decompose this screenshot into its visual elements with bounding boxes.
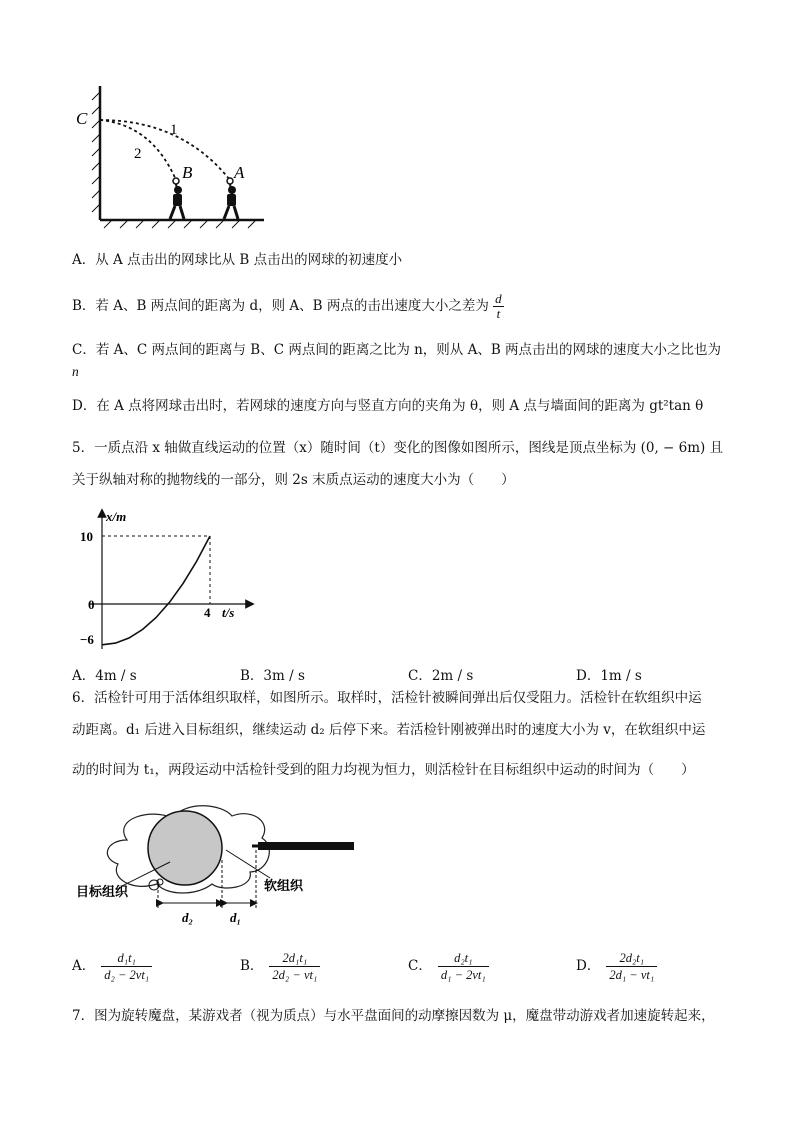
- q4-option-c-cont: n: [72, 364, 79, 379]
- q5-option-a[interactable]: A．4m / s: [72, 668, 137, 684]
- target-tissue: [148, 811, 222, 885]
- y-tick-0: 0: [88, 597, 95, 612]
- player-a: [224, 184, 238, 219]
- label-target-tissue: 目标组织: [76, 884, 129, 899]
- q5-option-c[interactable]: C．2m / s: [408, 668, 474, 684]
- trajectory-1: [100, 120, 230, 180]
- q6-stem-line1: 6．活检针可用于活体组织取样，如图所示。取样时，活检针被瞬间弹出后仅受阻力。活检针在软组织中运: [72, 690, 702, 706]
- xt-chart: [72, 505, 262, 655]
- label-d1: d₁: [230, 910, 242, 925]
- q5-option-d[interactable]: D．1m / s: [576, 668, 642, 684]
- y-tick-neg6: −6: [80, 632, 94, 647]
- q6-stem-line3: 动的时间为 t₁，两段运动中活检针受到的阻力均视为恒力，则活检针在目标组织中运动的时间为（ ）: [72, 762, 695, 778]
- q6-option-b[interactable]: B． $\frac{\text{2d₁t₁}}{\text{2d₂ − vt₁}}$: [240, 950, 320, 983]
- label-a: A: [234, 163, 245, 182]
- q4-option-a[interactable]: A．从 A 点击出的网球比从 B 点击出的网球的初速度小: [72, 252, 403, 268]
- parabola-series: [102, 536, 210, 645]
- q6-option-c[interactable]: C． $\frac{\text{d₂t₁}}{\text{d₁ − 2vt₁}}$: [408, 950, 489, 983]
- q4-option-c[interactable]: C．若 A、C 两点间的距离与 B、C 两点间的距离之比为 n，则从 A、B 两点击出的网球的速度大小之比也为: [72, 342, 722, 358]
- label-2: 2: [134, 146, 142, 162]
- label-c: C: [76, 109, 88, 128]
- q6-option-d[interactable]: D． $\frac{\text{2d₂t₁}}{\text{2d₁ − vt₁}}$: [576, 950, 657, 983]
- player-b: [170, 184, 184, 219]
- label-b: B: [182, 163, 193, 182]
- y-axis-label: x/m: [106, 509, 127, 524]
- q4-option-b[interactable]: [72, 292, 504, 321]
- q6-option-a[interactable]: A． $\frac{\text{d₁t₁}}{\text{d₂ − 2vt₁}}$: [72, 950, 152, 983]
- x-tick-4: 4: [204, 605, 211, 620]
- label-1: 1: [170, 122, 178, 138]
- q4-option-b-text: B．若 A、B 两点间的距离为 d，则 A、B 两点的击出速度大小之差为: [72, 298, 489, 314]
- label-d2: d₂: [182, 910, 194, 925]
- q5-stem-line1: 5．一质点沿 x 轴做直线运动的位置（x）随时间（t）变化的图像如图所示，图线是顶点坐标为 (0, − 6m) 且: [72, 440, 724, 456]
- q5-option-b[interactable]: B．3m / s: [240, 668, 305, 684]
- biopsy-needle: [258, 842, 354, 850]
- biopsy-figure: [72, 800, 362, 930]
- label-soft-tissue: 软组织: [264, 878, 304, 893]
- q6-stem-line2: 动距离。d₁ 后进入目标组织，继续运动 d₂ 后停下来。若活检针刚被弹出时的速度大小为 v，在软组织中运: [72, 722, 706, 738]
- trajectory-figure: [72, 80, 272, 230]
- q7-stem-line1: 7．图为旋转魔盘，某游戏者（视为质点）与水平盘面间的动摩擦因数为 μ，魔盘带动游戏者加速旋转起来，: [72, 1008, 715, 1024]
- x-axis-label: t/s: [222, 605, 235, 620]
- q4-option-d[interactable]: D．在 A 点将网球击出时，若网球的速度方向与竖直方向的夹角为 θ，则 A 点与墙面间的距离为 gt²tan θ: [72, 398, 704, 414]
- y-tick-10: 10: [80, 529, 93, 544]
- q4-option-b-fraction: $\frac{d}{t}$: [495, 291, 502, 321]
- q5-stem-line2: 关于纵轴对称的抛物线的一部分，则 2s 末质点运动的速度大小为（ ）: [72, 472, 515, 488]
